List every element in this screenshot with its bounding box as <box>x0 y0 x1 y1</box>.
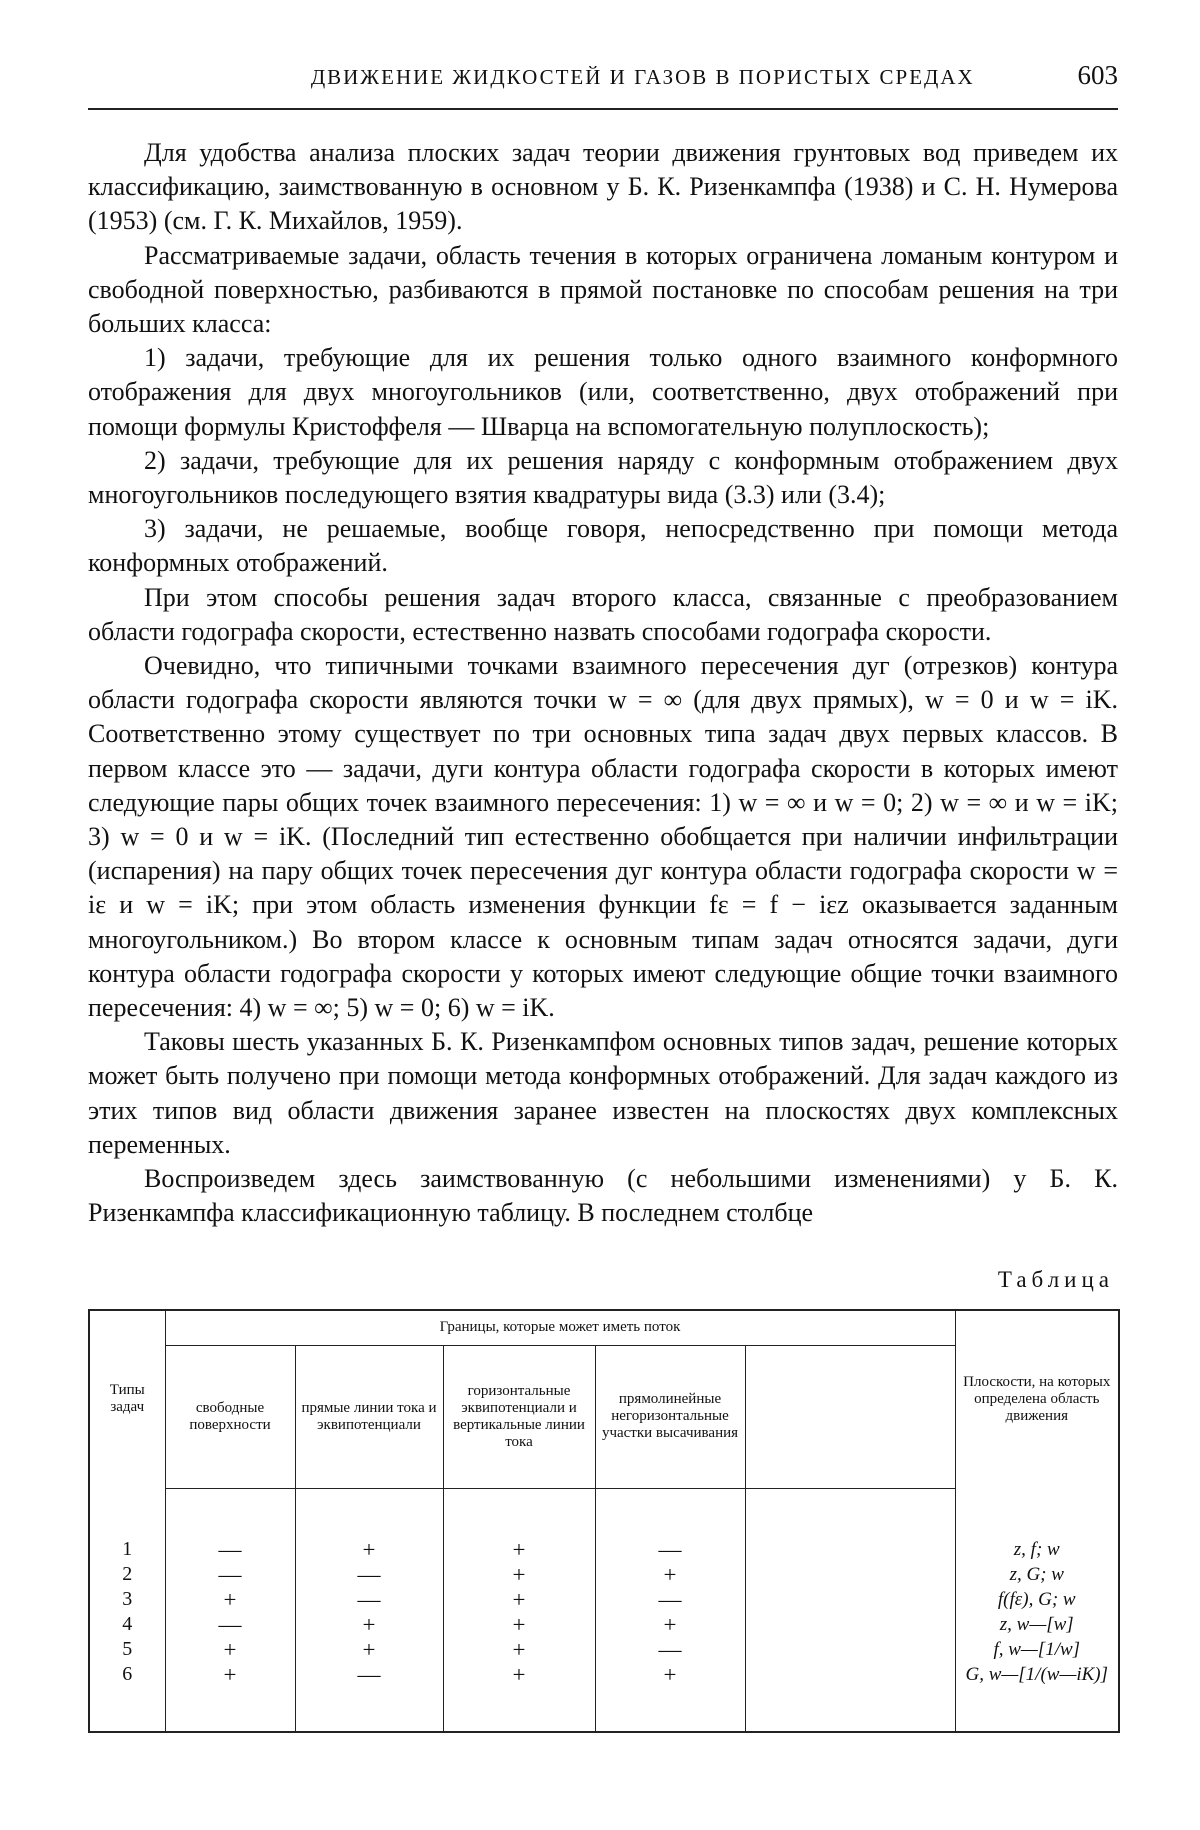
cell-horiz: + <box>443 1662 595 1732</box>
cell-seep: — <box>595 1537 745 1562</box>
cell-lines: + <box>295 1612 443 1637</box>
cell-seep: — <box>595 1587 745 1612</box>
cell-free: + <box>165 1637 295 1662</box>
cell-lines: + <box>295 1537 443 1562</box>
running-head-title: ДВИЖЕНИЕ ЖИДКОСТЕЙ И ГАЗОВ В ПОРИСТЫХ СРЕДАХ <box>310 65 975 89</box>
cell-seep: + <box>595 1562 745 1587</box>
table-caption: Таблица <box>997 1266 1114 1292</box>
classification-table <box>88 1309 1120 1733</box>
cell-seep: — <box>595 1637 745 1662</box>
cell-blank <box>745 1562 955 1587</box>
table-row <box>89 1587 1119 1612</box>
cell-blank <box>745 1587 955 1612</box>
table-row <box>89 1612 1119 1637</box>
cell-seep: + <box>595 1662 745 1732</box>
page-number: 603 <box>1077 60 1118 90</box>
cell-lines: — <box>295 1562 443 1587</box>
cell-horiz: + <box>443 1612 595 1637</box>
list-item: 1) задачи, требующие для их решения только одного взаимного конформного отображения для двух многоугольников (или, соответственно, двух отображений при помощи формулы Кристоффеля — Шварца на вспомогательную полуплоскость); <box>88 343 1118 441</box>
cell-planes: f, w—[1/w] <box>955 1637 1119 1662</box>
cell-horiz: + <box>443 1537 595 1562</box>
table-row <box>89 1537 1119 1562</box>
cell-blank <box>745 1612 955 1637</box>
running-head <box>88 60 1118 110</box>
paragraph: Рассматриваемые задачи, область течения в которых ограничена ломаным контуром и свободной поверхностью, разбиваются в прямой постановке по способам решения на три больших класса: <box>88 240 1118 339</box>
cell-free: + <box>165 1587 295 1612</box>
cell-lines: + <box>295 1637 443 1662</box>
group-header-boundaries: Границы, которые может иметь поток <box>165 1310 955 1346</box>
page <box>88 60 1118 1733</box>
cell-free: — <box>165 1612 295 1637</box>
col-header-free-surfaces: свободные поверхности <box>165 1345 295 1488</box>
cell-type: 4 <box>89 1612 165 1637</box>
paragraph: Таковы шесть указанных Б. К. Ризенкампфом основных типов задач, решение которых может быть получено при помощи метода конформных отображений. Для задач каждого из этих типов вид области движения заранее известен на плоскостях двух комплексных переменных. <box>88 1027 1118 1159</box>
cell-type: 2 <box>89 1562 165 1587</box>
cell-planes: z, f; w <box>955 1537 1119 1562</box>
cell-planes: G, w—[1/(w—iK)] <box>955 1662 1119 1732</box>
col-header-planes: Плоскости, на которых определена область движения <box>955 1310 1119 1489</box>
cell-type: 3 <box>89 1587 165 1612</box>
list-item: 3) задачи, не решаемые, вообще говоря, непосредственно при помощи метода конформных отображений. <box>88 514 1118 578</box>
cell-free: — <box>165 1537 295 1562</box>
cell-planes: z, w—[w] <box>955 1612 1119 1637</box>
cell-blank <box>745 1637 955 1662</box>
col-header-streamlines: прямые линии тока и эквипотенциали <box>295 1345 443 1488</box>
cell-planes: z, G; w <box>955 1562 1119 1587</box>
cell-free: — <box>165 1562 295 1587</box>
cell-horiz: + <box>443 1562 595 1587</box>
cell-blank <box>745 1662 955 1732</box>
paragraph: При этом способы решения задач второго класса, связанные с преобразованием области годографа скорости, естественно назвать способами годографа скорости. <box>88 582 1118 646</box>
body-text <box>88 136 1118 1231</box>
cell-free: + <box>165 1662 295 1732</box>
cell-type: 5 <box>89 1637 165 1662</box>
cell-horiz: + <box>443 1587 595 1612</box>
col-header-horizontal: горизонтальные эквипотенциали и вертикальные линии тока <box>443 1345 595 1488</box>
table-row <box>89 1662 1119 1732</box>
col-header-types: Типы задач <box>89 1310 165 1489</box>
cell-type: 1 <box>89 1537 165 1562</box>
cell-planes: f(fε), G; w <box>955 1587 1119 1612</box>
cell-horiz: + <box>443 1637 595 1662</box>
cell-seep: + <box>595 1612 745 1637</box>
col-header-blank <box>745 1345 955 1488</box>
paragraph: Воспроизведем здесь заимствованную (с небольшими изменениями) у Б. К. Ризенкампфа классификационную таблицу. В последнем столбце <box>88 1164 1118 1228</box>
list-item: 2) задачи, требующие для их решения наряду с конформным отображением двух многоугольников последующего взятия квадратуры вида (3.3) или (3.4); <box>88 445 1118 510</box>
table-row <box>89 1562 1119 1587</box>
table-row <box>89 1637 1119 1662</box>
cell-type: 6 <box>89 1662 165 1732</box>
cell-lines: — <box>295 1662 443 1732</box>
cell-blank <box>745 1537 955 1562</box>
paragraph: Очевидно, что типичными точками взаимного пересечения дуг (отрезков) контура области годографа скорости являются точки w = ∞ (для двух прямых), w = 0 и w = iK. Соответственно этому существует по три основных типа задач двух первых классов. В первом классе это — задачи, дуги контура области годографа скорости в которых имеют следующие пары общих точек взаимного пересечения: 1) w = ∞ и w = 0; 2) w = ∞ и w = iK; 3) w = 0 и w = iK. (Последний тип естественно обобщается при наличии инфильтрации (испарения) на пару общих точек пересечения дуг контура области годографа скорости w = iε и w = iK; при этом область изменения функции fε = f − iεz оказывается заданным многоугольником.) Во втором классе к основным типам задач относятся задачи, дуги контура области годографа скорости у которых имеют следующие общие точки взаимного пересечения: 4) w = ∞; 5) w = 0; 6) w = iK. <box>88 651 1118 1023</box>
cell-lines: — <box>295 1587 443 1612</box>
col-header-seepage: прямолинейные негоризонтальные участки высачивания <box>595 1345 745 1488</box>
paragraph: Для удобства анализа плоских задач теории движения грунтовых вод приведем их классификацию, заимствованную в основном у Б. К. Ризенкампфа (1938) и С. Н. Нумерова (1953) (см. Г. К. Михайлов, 1959). <box>88 138 1118 236</box>
